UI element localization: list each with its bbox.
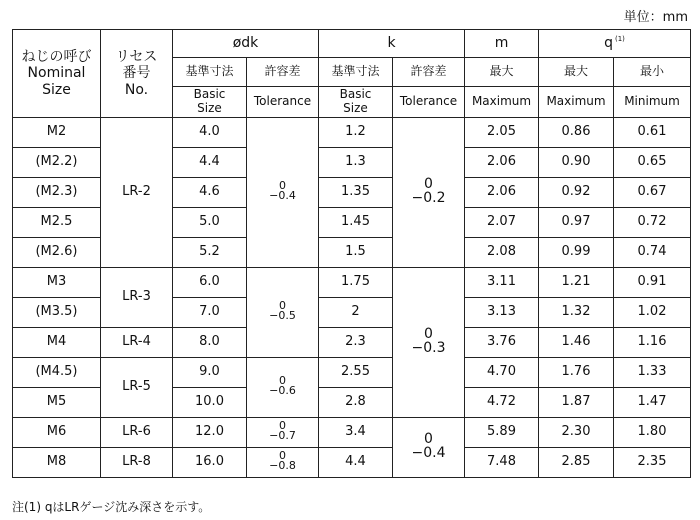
header-k: k <box>319 30 465 58</box>
header-q-label: q <box>604 35 613 52</box>
cell-dk: 4.4 <box>173 148 247 178</box>
cell-dk: 4.6 <box>173 178 247 208</box>
cell-q-min: 0.67 <box>614 178 691 208</box>
cell-size: M8 <box>13 448 101 478</box>
cell-dk: 8.0 <box>173 328 247 358</box>
tol-lower: −0.6 <box>269 384 296 398</box>
cell-dk-tolerance <box>247 268 319 358</box>
tol-upper: 0 <box>424 176 433 193</box>
cell-size: M2 <box>13 118 101 148</box>
cell-size: (M3.5) <box>13 298 101 328</box>
cell-size: M4 <box>13 328 101 358</box>
cell-q-min: 1.02 <box>614 298 691 328</box>
cell-size: M2.5 <box>13 208 101 238</box>
cell-k: 1.35 <box>319 178 393 208</box>
cell-k: 1.75 <box>319 268 393 298</box>
k-basic-en1: Basic <box>339 87 372 102</box>
cell-recess: LR-6 <box>101 418 173 448</box>
cell-m: 2.06 <box>465 148 539 178</box>
header-size-en1: Nominal <box>27 65 86 82</box>
cell-size: (M4.5) <box>13 358 101 388</box>
cell-q-min: 1.33 <box>614 358 691 388</box>
header-recess-ja1: リセス <box>115 49 158 66</box>
cell-recess: LR-5 <box>101 358 173 418</box>
cell-q-min: 0.65 <box>614 148 691 178</box>
m-max-en: Maximum <box>465 87 539 118</box>
k-tol-ja: 許容差 <box>393 58 465 87</box>
cell-q-max: 0.97 <box>539 208 614 238</box>
cell-q-min: 0.91 <box>614 268 691 298</box>
cell-m: 5.89 <box>465 418 539 448</box>
unit-label: 単位：mm <box>623 10 688 25</box>
dk-basic-en2: Size <box>197 101 222 115</box>
table-row <box>13 358 691 388</box>
cell-m: 2.08 <box>465 238 539 268</box>
cell-k: 1.5 <box>319 238 393 268</box>
cell-recess: LR-2 <box>101 118 173 268</box>
k-basic-en <box>319 87 393 118</box>
header-q <box>539 30 691 58</box>
cell-k-tolerance <box>393 268 465 418</box>
tol-upper: 0 <box>279 373 286 387</box>
cell-dk: 5.0 <box>173 208 247 238</box>
header-q-note: (1) <box>615 35 625 44</box>
header-recess-en: No. <box>124 81 149 98</box>
cell-size: (M2.3) <box>13 178 101 208</box>
tol-lower: −0.8 <box>269 459 296 473</box>
cell-dk: 5.2 <box>173 238 247 268</box>
cell-dk-tolerance <box>247 358 319 418</box>
q-min-en: Minimum <box>614 87 691 118</box>
cell-q-max: 0.90 <box>539 148 614 178</box>
cell-q-max: 1.76 <box>539 358 614 388</box>
tol-lower: −0.4 <box>269 189 296 203</box>
q-max-ja: 最大 <box>539 58 614 87</box>
cell-m: 2.06 <box>465 178 539 208</box>
header-m: m <box>465 30 539 58</box>
cell-q-min: 0.74 <box>614 238 691 268</box>
cell-q-max: 1.32 <box>539 298 614 328</box>
cell-dk-tolerance <box>247 418 319 448</box>
cell-dk: 9.0 <box>173 358 247 388</box>
tol-upper: 0 <box>424 431 433 448</box>
cell-dk: 6.0 <box>173 268 247 298</box>
cell-dk-tolerance <box>247 118 319 268</box>
cell-m: 2.05 <box>465 118 539 148</box>
tol-lower: −0.2 <box>411 189 446 206</box>
cell-size: M5 <box>13 388 101 418</box>
cell-size: (M2.2) <box>13 148 101 178</box>
table-row <box>13 448 691 478</box>
cell-dk-tolerance <box>247 448 319 478</box>
cell-k: 4.4 <box>319 448 393 478</box>
cell-dk: 10.0 <box>173 388 247 418</box>
tol-lower: −0.7 <box>269 429 296 443</box>
cell-m: 7.48 <box>465 448 539 478</box>
cell-k: 2 <box>319 298 393 328</box>
cell-m: 3.11 <box>465 268 539 298</box>
cell-q-min: 1.80 <box>614 418 691 448</box>
tol-lower: −0.5 <box>269 309 296 323</box>
header-size-ja: ねじの呼び <box>21 49 92 66</box>
cell-recess: LR-8 <box>101 448 173 478</box>
cell-size: (M2.6) <box>13 238 101 268</box>
cell-k: 1.3 <box>319 148 393 178</box>
cell-recess: LR-3 <box>101 268 173 328</box>
cell-m: 2.07 <box>465 208 539 238</box>
cell-q-min: 0.72 <box>614 208 691 238</box>
cell-k: 2.3 <box>319 328 393 358</box>
header-dk: ødk <box>173 30 319 58</box>
cell-m: 4.70 <box>465 358 539 388</box>
cell-k: 1.45 <box>319 208 393 238</box>
cell-dk: 12.0 <box>173 418 247 448</box>
header-nominal-size <box>13 30 101 118</box>
tol-upper: 0 <box>279 448 286 462</box>
cell-dk: 16.0 <box>173 448 247 478</box>
cell-size: M6 <box>13 418 101 448</box>
cell-recess: LR-4 <box>101 328 173 358</box>
cell-q-max: 0.86 <box>539 118 614 148</box>
cell-q-min: 0.61 <box>614 118 691 148</box>
cell-m: 4.72 <box>465 388 539 418</box>
cell-q-min: 1.47 <box>614 388 691 418</box>
footnote: 注(1) qはLRゲージ沈み深さを示す。 <box>12 500 211 514</box>
cell-q-max: 0.99 <box>539 238 614 268</box>
m-max-ja: 最大 <box>465 58 539 87</box>
cell-q-max: 2.85 <box>539 448 614 478</box>
cell-k-tolerance <box>393 418 465 478</box>
tol-upper: 0 <box>279 418 286 432</box>
dk-basic-en <box>173 87 247 118</box>
cell-k: 2.8 <box>319 388 393 418</box>
tol-upper: 0 <box>279 178 286 192</box>
k-tol-en: Tolerance <box>393 87 465 118</box>
q-min-ja: 最小 <box>614 58 691 87</box>
k-basic-ja: 基準寸法 <box>319 58 393 87</box>
cell-dk: 4.0 <box>173 118 247 148</box>
cell-k: 3.4 <box>319 418 393 448</box>
cell-size: M3 <box>13 268 101 298</box>
header-recess-no <box>101 30 173 118</box>
header-recess-ja2: 番号 <box>122 65 151 82</box>
tol-upper: 0 <box>279 298 286 312</box>
cell-m: 3.13 <box>465 298 539 328</box>
dk-tol-ja: 許容差 <box>247 58 319 87</box>
cell-q-min: 2.35 <box>614 448 691 478</box>
cell-k: 2.55 <box>319 358 393 388</box>
cell-q-min: 1.16 <box>614 328 691 358</box>
cell-dk: 7.0 <box>173 298 247 328</box>
cell-q-max: 2.30 <box>539 418 614 448</box>
cell-m: 3.76 <box>465 328 539 358</box>
table-row <box>13 118 691 148</box>
table-row <box>13 418 691 448</box>
tol-lower: −0.4 <box>411 444 446 461</box>
table-row <box>13 328 691 358</box>
cell-k-tolerance <box>393 118 465 268</box>
dk-basic-en1: Basic <box>193 87 226 102</box>
k-basic-en2: Size <box>343 101 368 115</box>
dk-tol-en: Tolerance <box>247 87 319 118</box>
tol-lower: −0.3 <box>411 339 446 356</box>
cell-q-max: 1.21 <box>539 268 614 298</box>
dimension-table <box>12 29 691 478</box>
tol-upper: 0 <box>424 326 433 343</box>
cell-q-max: 1.87 <box>539 388 614 418</box>
q-max-en: Maximum <box>539 87 614 118</box>
dk-basic-ja: 基準寸法 <box>173 58 247 87</box>
table-row <box>13 268 691 298</box>
cell-q-max: 0.92 <box>539 178 614 208</box>
cell-q-max: 1.46 <box>539 328 614 358</box>
header-size-en2: Size <box>42 81 71 98</box>
cell-k: 1.2 <box>319 118 393 148</box>
